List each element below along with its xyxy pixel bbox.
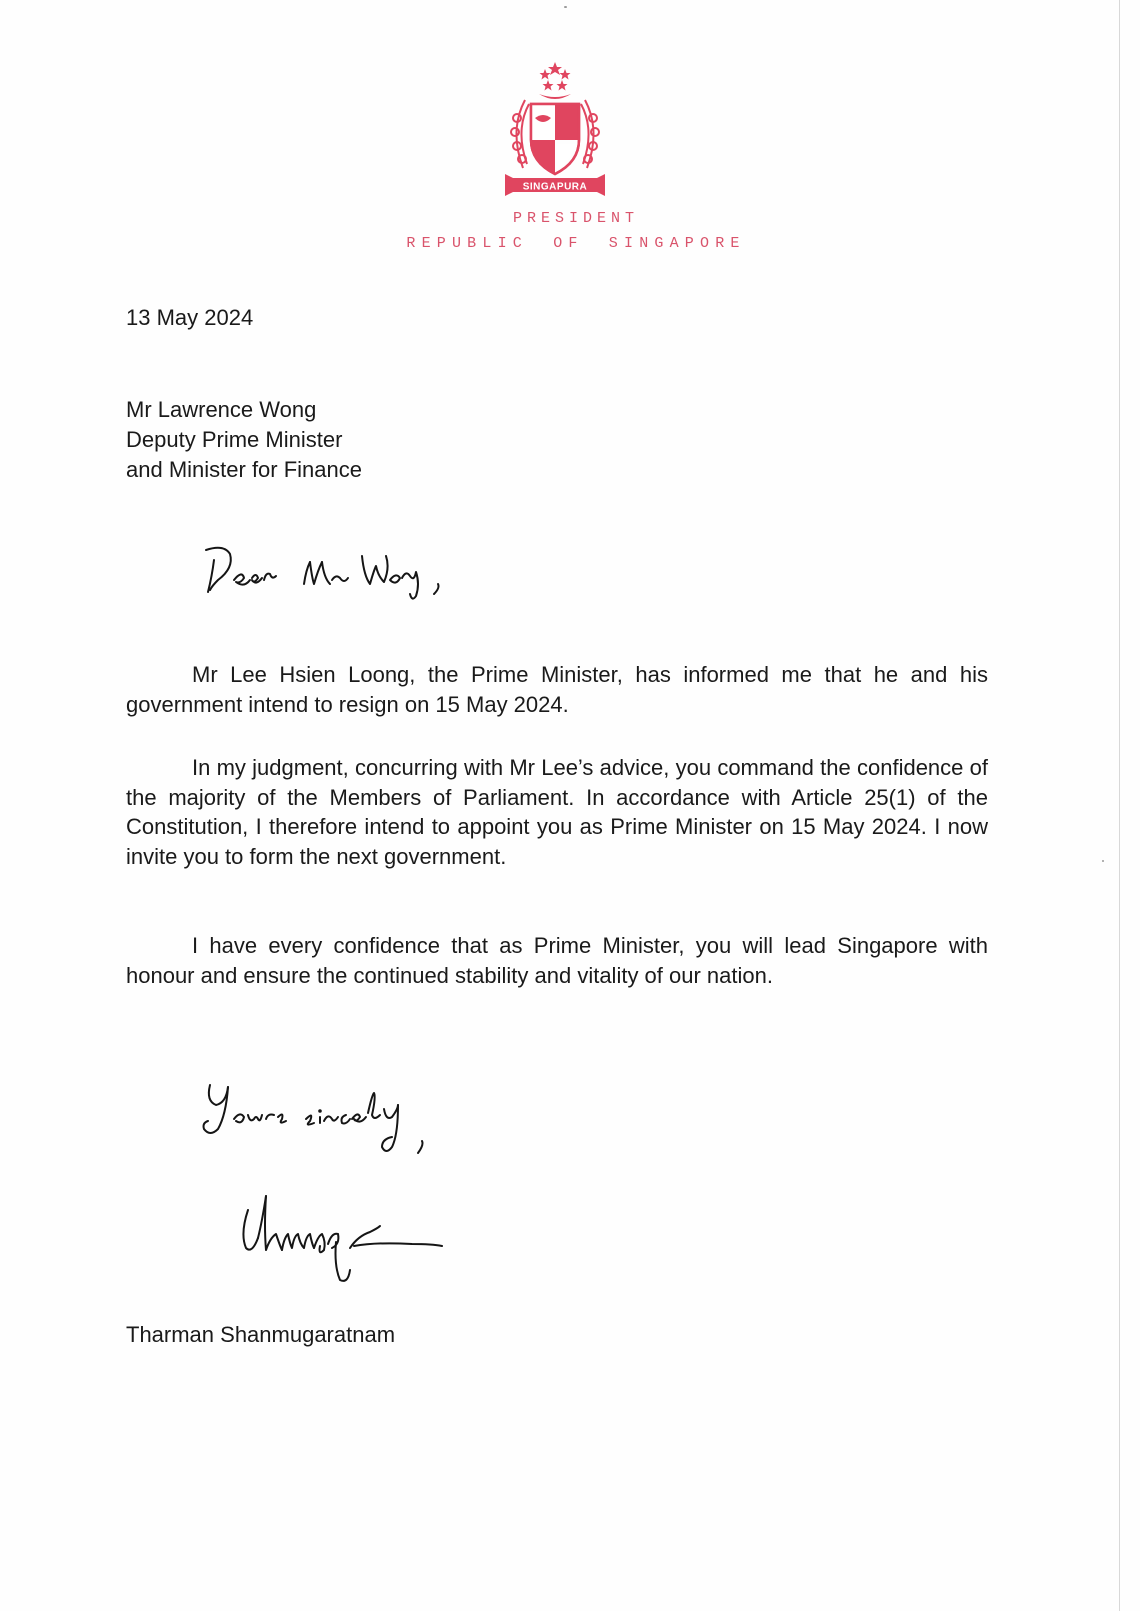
body-paragraph-3: I have every confidence that as Prime Minister, you will lead Singapore with honour and ensure the continued stability and vitality of our nation. <box>126 933 988 988</box>
body-paragraph-2: In my judgment, concurring with Mr Lee’s advice, you command the confidence of the majority of the Members of Parliament. In accordance with Article 25(1) of the Constitution, I therefore intend to appoint you as Prime Minister on 15 May 2024. I now invite you to form the next government. <box>126 755 988 869</box>
letterhead-subtitle: REPUBLIC OF SINGAPORE <box>406 235 746 252</box>
letterhead-title: PRESIDENT <box>512 210 639 227</box>
signatory-name: Tharman Shanmugaratnam <box>126 1322 396 1347</box>
addressee-title-2: and Minister for Finance <box>126 457 362 482</box>
scan-speck <box>1102 860 1104 862</box>
scan-speck <box>564 6 567 8</box>
addressee-title: Deputy Prime Minister <box>126 427 343 452</box>
signature-image <box>236 1186 476 1286</box>
addressee-block <box>126 395 362 485</box>
letter-date: 13 May 2024 <box>126 305 254 330</box>
crest-ribbon-text: SINGAPURA <box>522 181 588 193</box>
addressee-name: Mr Lawrence Wong <box>126 397 317 422</box>
body-paragraph-1: Mr Lee Hsien Loong, the Prime Minister, has informed me that he and his government intend to resign on 15 May 2024. <box>126 662 988 717</box>
handwritten-salutation <box>200 540 450 610</box>
handwritten-valediction <box>196 1075 456 1165</box>
state-crest-icon <box>503 60 607 198</box>
